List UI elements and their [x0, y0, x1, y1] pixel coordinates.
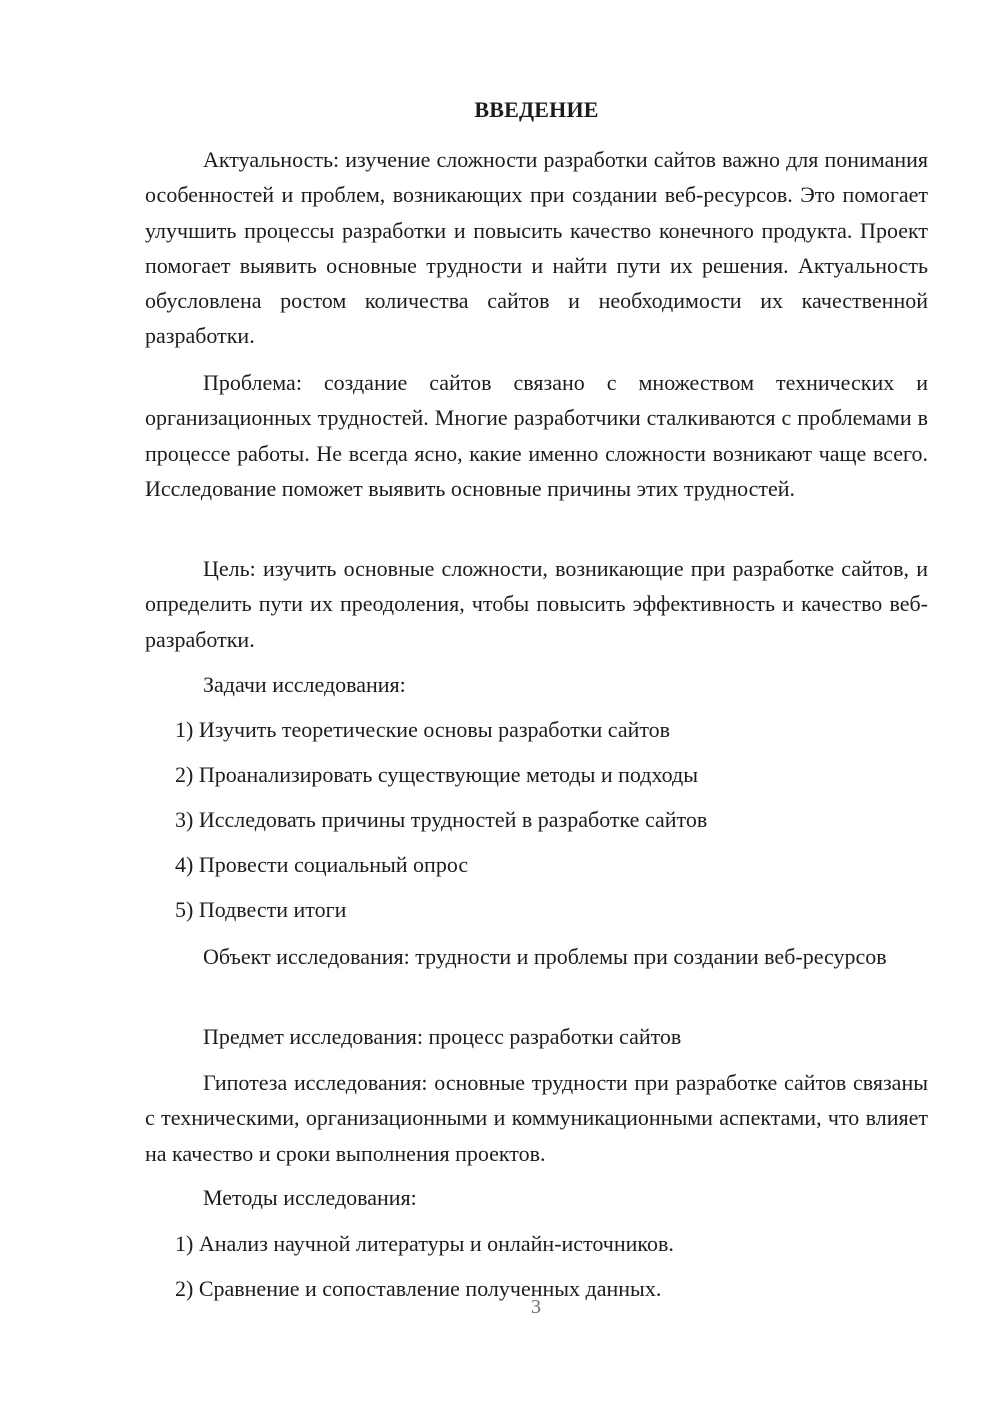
- paragraph-relevance: Актуальность: изучение сложности разработки сайтов важно для понимания особенностей и проблем, возникающих при создании веб-ресурсов. Это помогает улучшить процессы разработки и повысить качество конечного продукта. Проект помогает выявить основные трудности и найти пути их решения. Актуальность обусловлена ростом количества сайтов и необходимости их качественной разработки.: [145, 147, 928, 349]
- method-item: 1) Анализ научной литературы и онлайн-источников.: [175, 1231, 674, 1256]
- task-item: 1) Изучить теоретические основы разработки сайтов: [175, 717, 671, 742]
- paragraph-subject: Предмет исследования: процесс разработки сайтов: [203, 1024, 682, 1049]
- task-item: 4) Провести социальный опрос: [175, 852, 469, 877]
- method-item: 2) Сравнение и сопоставление полученных данных.: [175, 1276, 662, 1301]
- paragraph-goal: Цель: изучить основные сложности, возникающие при разработке сайтов, и определить пути их преодоления, чтобы повысить эффективность и качество веб-разработки.: [145, 556, 928, 652]
- paragraph-object: Объект исследования: трудности и проблемы при создании веб-ресурсов: [203, 944, 887, 969]
- task-item: 2) Проанализировать существующие методы и подходы: [175, 762, 698, 787]
- paragraph-hypothesis: Гипотеза исследования: основные трудности при разработке сайтов связаны с техническими, организационными и коммуникационными аспектами, что влияет на качество и сроки выполнения проектов.: [145, 1070, 928, 1166]
- task-item: 5) Подвести итоги: [175, 897, 347, 922]
- section-heading: ВВЕДЕНИЕ: [474, 97, 599, 122]
- paragraph-problem: Проблема: создание сайтов связано с множеством технических и организационных трудностей. Многие разработчики сталкиваются с проблемами в процессе работы. Не всегда ясно, какие именно сложности возникают чаще всего. Исследование поможет выявить основные причины этих трудностей.: [145, 370, 928, 501]
- task-item: 3) Исследовать причины трудностей в разработке сайтов: [175, 807, 708, 832]
- paragraph-tasks-title: Задачи исследования:: [203, 672, 406, 697]
- paragraph-methods-title: Методы исследования:: [203, 1185, 417, 1210]
- page-number: 3: [531, 1296, 541, 1318]
